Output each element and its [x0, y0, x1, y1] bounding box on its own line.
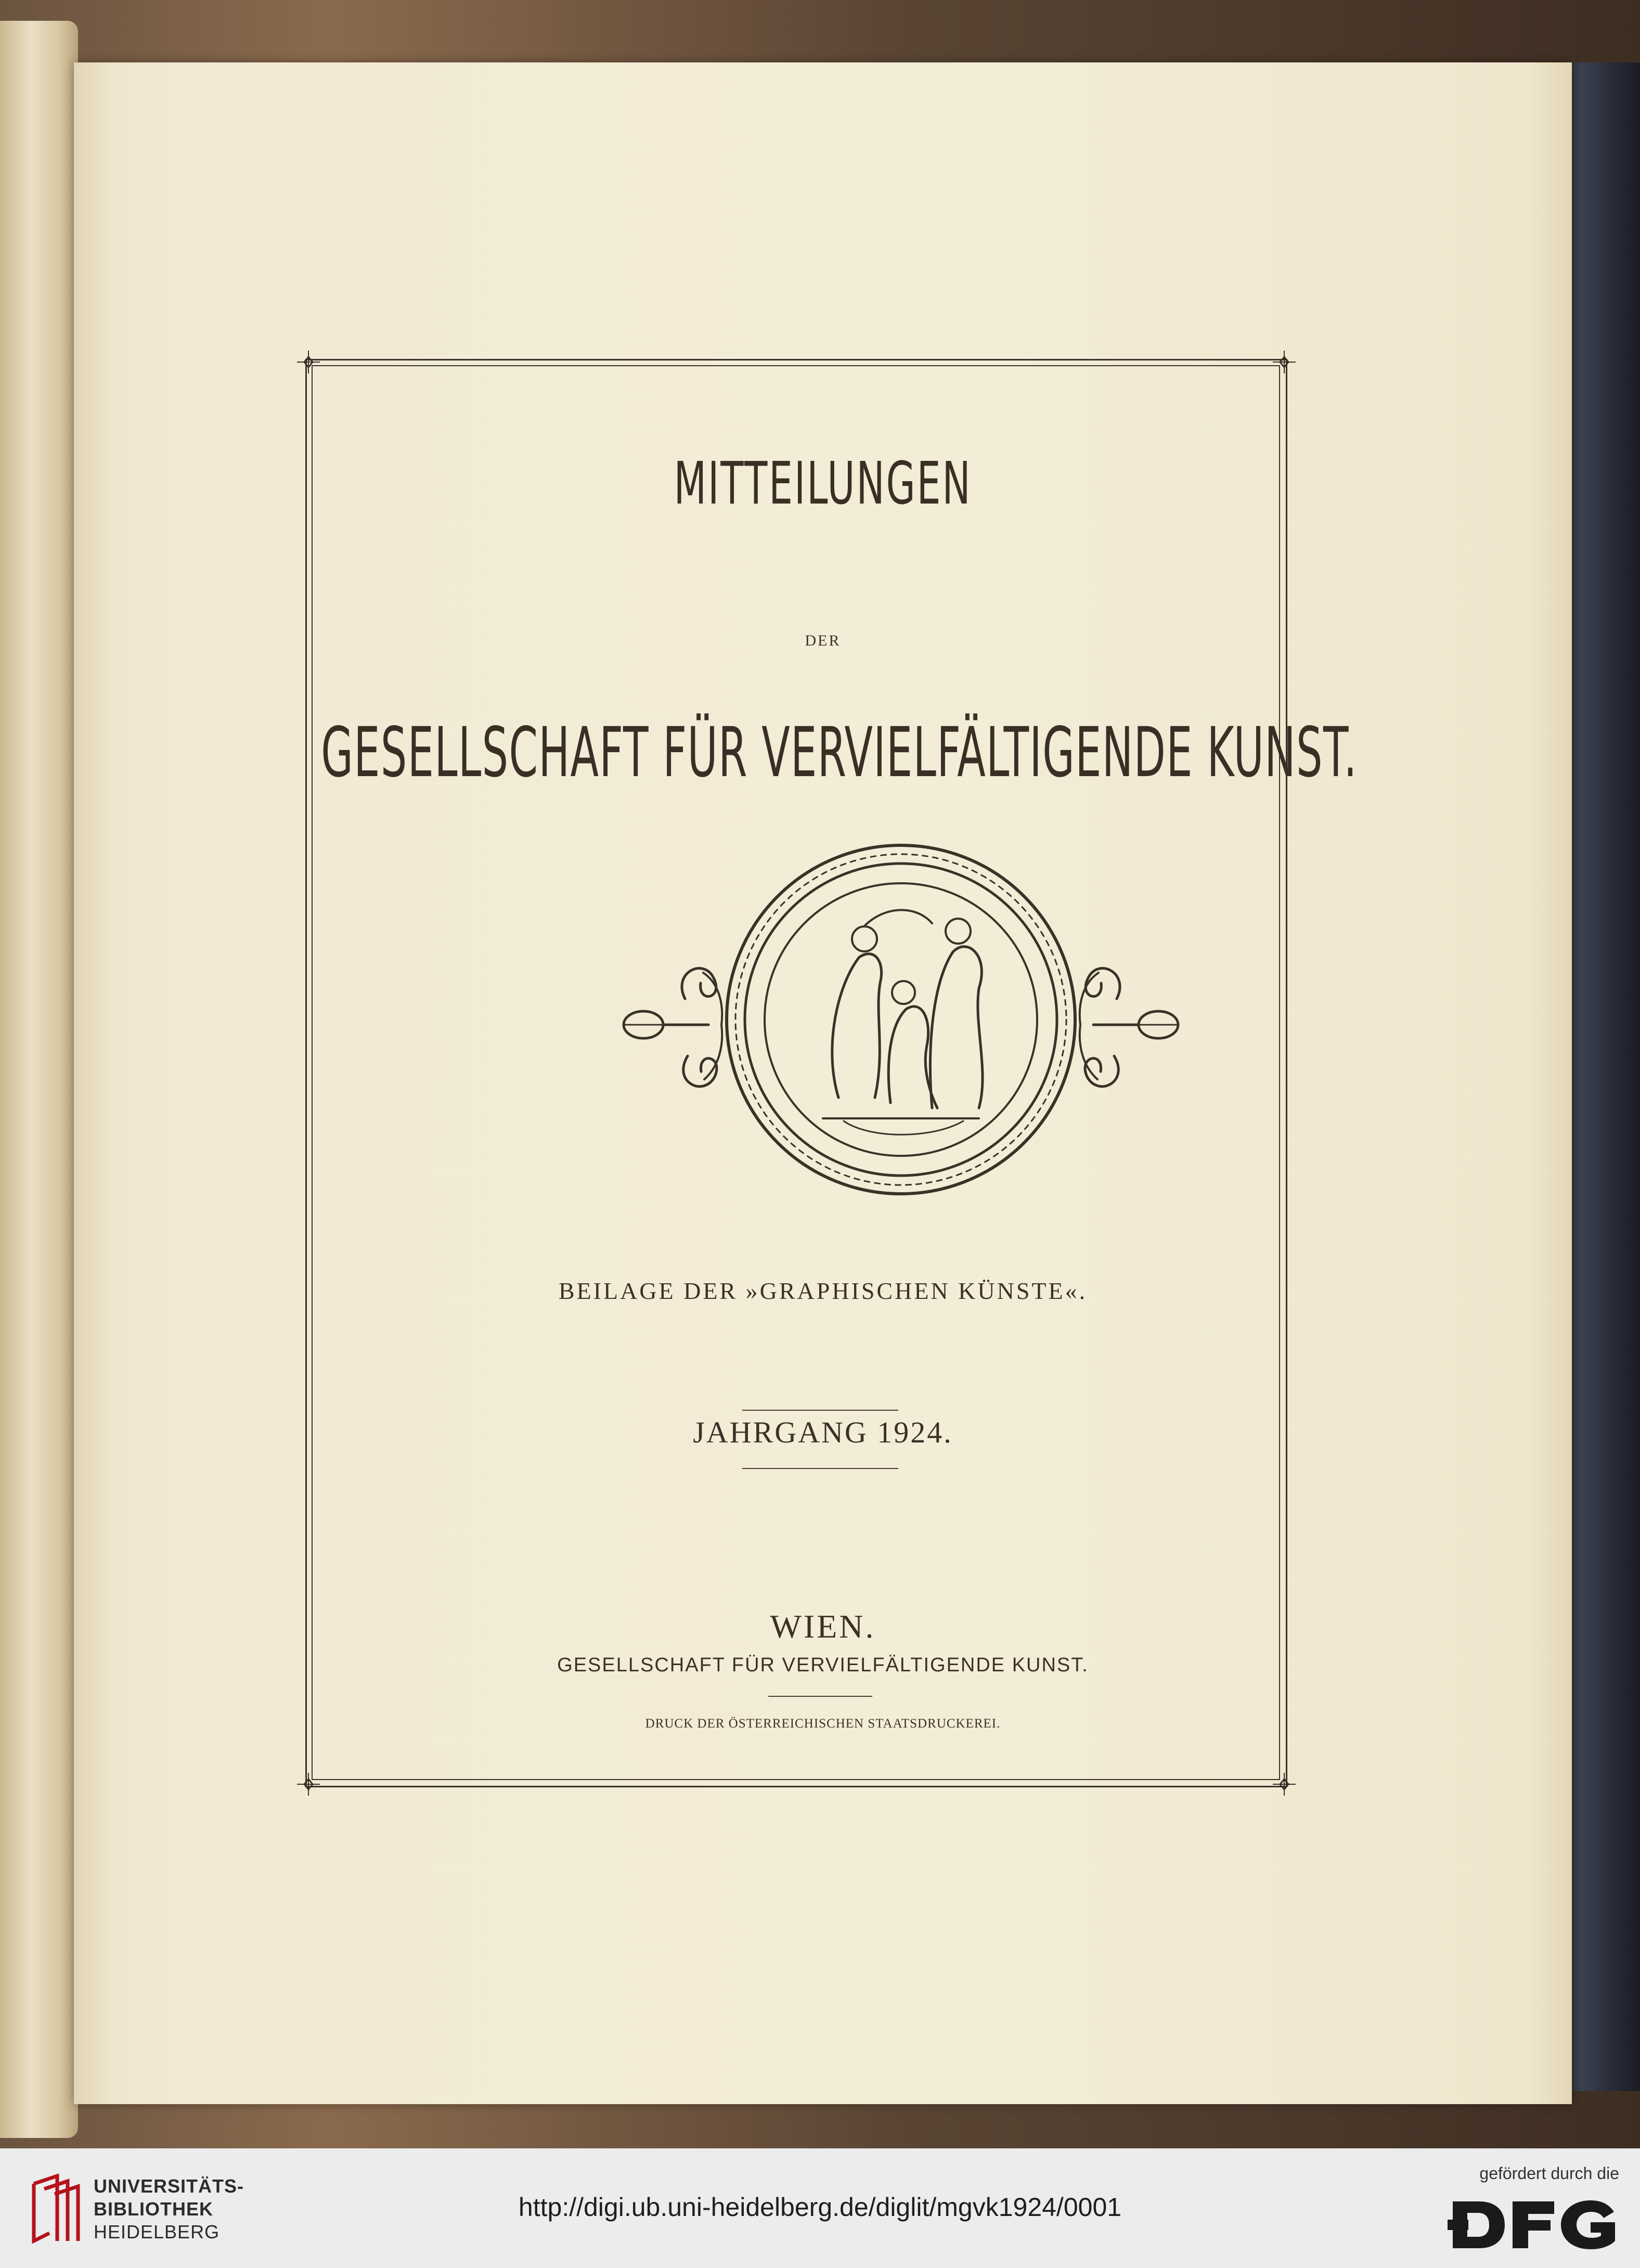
volume-year: JAHRGANG 1924.: [693, 1415, 953, 1449]
corner-ornament-icon: [297, 1773, 320, 1796]
society-name: GESELLSCHAFT FÜR VERVIELFÄLTIGENDE KUNST.: [321, 713, 1358, 793]
dfg-logo-icon: [1448, 2196, 1619, 2253]
divider: [742, 1468, 898, 1469]
allegorical-medallion-emblem: [594, 827, 1208, 1202]
left-page-edges: [0, 21, 78, 2138]
viewer-footer: [0, 2148, 1640, 2268]
main-title: MITTEILUNGEN: [674, 450, 972, 518]
permalink-url[interactable]: http://digi.ub.uni-heidelberg.de/diglit/mgvk1924/0001: [518, 2193, 1122, 2222]
library-name-line: UNIVERSITÄTS-: [94, 2175, 244, 2197]
divider: [742, 1410, 898, 1411]
title-page: [74, 62, 1572, 2104]
library-name-line: HEIDELBERG: [94, 2221, 220, 2243]
imprint-city: WIEN.: [770, 1608, 876, 1645]
imprint-printer: DRUCK DER ÖSTERREICHISCHEN STAATSDRUCKEREI.: [645, 1717, 1001, 1731]
corner-ornament-icon: [297, 351, 320, 373]
imprint-publisher: GESELLSCHAFT FÜR VERVIELFÄLTIGENDE KUNST.: [557, 1654, 1089, 1676]
library-name-line: BIBLIOTHEK: [94, 2198, 213, 2220]
supplement-line: BEILAGE DER »GRAPHISCHEN KÜNSTE«.: [558, 1278, 1088, 1304]
corner-ornament-icon: [1273, 1773, 1296, 1796]
title-connector: DER: [805, 632, 841, 649]
divider: [768, 1696, 872, 1697]
funder-label: gefördert durch die: [1479, 2164, 1619, 2183]
corner-ornament-icon: [1273, 351, 1296, 373]
